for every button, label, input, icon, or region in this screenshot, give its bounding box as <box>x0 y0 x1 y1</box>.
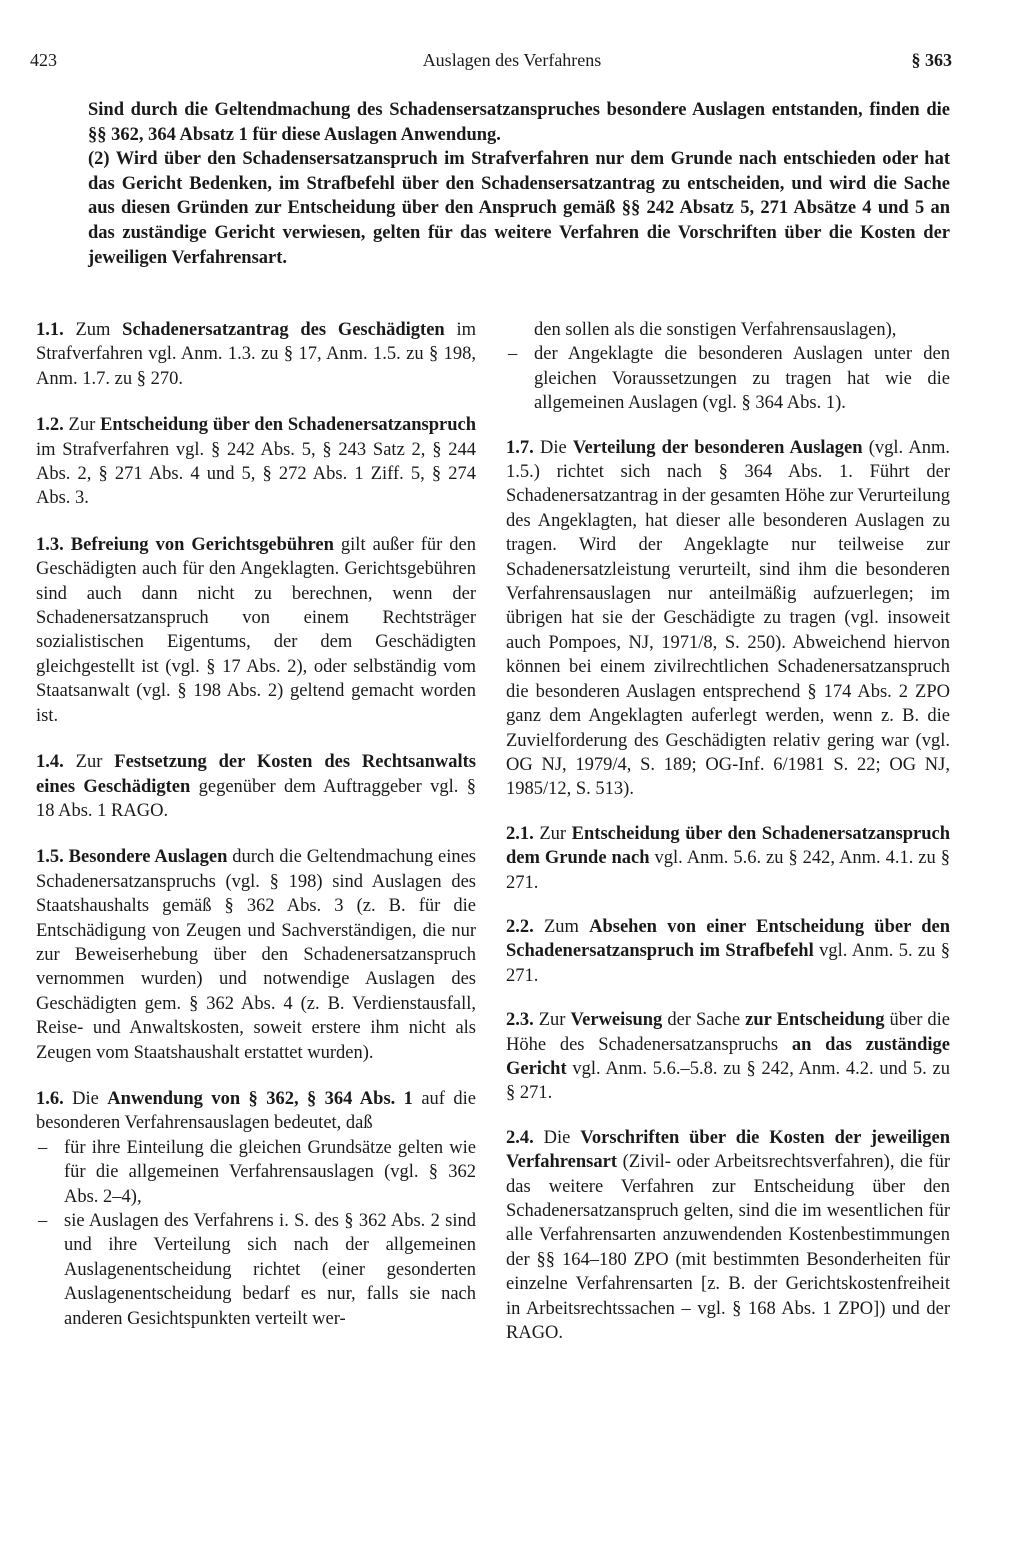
annotation-2-3 <box>506 1008 950 1106</box>
annotation-keyword: Entscheidung über den Schadenersatzanspruch dem Grunde nach <box>506 823 950 869</box>
annotation-number: 1.6. <box>36 1088 64 1109</box>
annotation-keyword: Verteilung der besonderen Auslagen <box>572 437 863 458</box>
annotation-1-5 <box>36 845 476 1065</box>
annotation-text: Zur <box>63 415 101 436</box>
section-number: § 363 <box>911 50 952 70</box>
annotation-text: (Zivil- oder Arbeitsrechtsverfahren), die für das weitere Verfahren zur Entscheidung über den Schadenersatzanspruch gelten, sind die im wesentlichen für alle Verfahrensarten anzuwendenden Kostenbestimmungen der §§ 164–180 ZPO (mit bestimmten Besonderheiten für einzelne Verfahrensarten [z. B. der Gerichtskostenfreiheit in Arbeitsrechtssachen – vgl. § 168 Abs. 1 ZPO]) und der RAGO. <box>506 1152 950 1344</box>
annotation-text: gilt außer für den Geschädigten auch für den Angeklagten. Gerichtsgebühren sind auch dann nicht zu berechnen, wenn der Schadenersatzanspruch von einem Rechtsträger sozialistischen Eigentums, der dem Geschädigten gleichgestellt ist (vgl. § 17 Abs. 2), oder selbständig vom Staatsanwalt (vgl. § 198 Abs. 2) geltend gemacht worden ist. <box>36 534 476 726</box>
annotation-1-6 <box>36 1087 476 1136</box>
annotation-text: Zur <box>533 1010 571 1031</box>
page-number: 423 <box>30 50 57 70</box>
annotation-number: 1.5. <box>36 847 64 868</box>
annotation-text: Zur <box>63 752 115 773</box>
annotation-number: 1.7. <box>506 437 534 458</box>
annotation-keyword: zur Entscheidung <box>745 1010 885 1031</box>
annotation-text: Zum <box>63 320 123 340</box>
statute-paragraph-1: Sind durch die Geltendmachung des Schadensersatzanspruches besondere Auslagen entstanden, finden die §§ 362, 364 Absatz 1 für diese Auslagen Anwendung. <box>88 100 950 145</box>
annotation-text: durch die Geltendmachung eines Schadenersatzanspruchs (vgl. § 198) sind Auslagen des Staatshaushalts gemäß § 362 Abs. 3 (z. B. für die Entschädigung von Zeugen und Sachverständigen, die nur zur Beweiserhebung über den Schadenersatzanspruch vernommen wurden) und notwendige Auslagen des Geschädigten gem. § 362 Abs. 4 (z. B. Verdienstausfall, Reise- und Anwaltskosten, soweit erstere ihm nicht als Zeugen vom Staatshaushalt erstattet wurden). <box>36 847 477 1063</box>
annotation-text: Zur <box>533 823 572 844</box>
list-item: – für ihre Einteilung die gleichen Grundsätze gelten wie für die allgemeinen Verfahrensauslagen (vgl. § 362 Abs. 2–4), <box>36 1136 476 1209</box>
annotation-1-1 <box>36 318 476 391</box>
annotation-number: 2.2. <box>506 916 534 937</box>
annotation-2-1 <box>506 822 950 895</box>
left-column <box>36 318 476 1353</box>
annotation-keyword: Vorschriften über die Kosten der jeweiligen Verfahrensart <box>506 1127 950 1173</box>
annotation-number: 1.1. <box>36 320 64 340</box>
annotation-text: über die Höhe des Schadenersatzanspruchs <box>506 1010 950 1055</box>
annotation-number: 1.3. <box>36 534 64 555</box>
dash-list <box>36 1136 476 1331</box>
annotation-number: 2.3. <box>506 1010 534 1031</box>
annotation-text: im Strafverfahren vgl. § 242 Abs. 5, § 243 Satz 2, § 244 Abs. 2, § 271 Abs. 4 und 5, § 272 Abs. 1 Ziff. 5, § 274 Abs. 3. <box>36 439 476 509</box>
annotation-text: Die <box>63 1088 108 1109</box>
annotation-text: vgl. Anm. 5. zu § 271. <box>506 941 950 986</box>
annotation-text: im Strafverfahren vgl. Anm. 1.3. zu § 17, Anm. 1.5. zu § 198, Anm. 1.7. zu § 270. <box>36 320 476 389</box>
annotation-1-2 <box>36 413 476 511</box>
list-item: – der Angeklagte die besonderen Auslagen unter den gleichen Voraussetzungen zu tragen hat wie die allgemeinen Auslagen (vgl. § 364 Abs. 1). <box>506 342 950 415</box>
annotation-text: der Sache <box>662 1010 746 1031</box>
annotation-text: Die <box>533 1127 581 1148</box>
annotation-keyword: Absehen von einer Entscheidung über den Schadenersatzanspruch im Strafbefehl <box>506 916 950 962</box>
statute-text <box>88 98 950 270</box>
annotation-text: auf die besonderen Verfahrensauslagen bedeutet, daß <box>36 1088 476 1134</box>
annotation-text: Zum <box>533 916 590 937</box>
annotation-keyword: Besondere Auslagen <box>68 847 228 868</box>
annotation-number: 1.4. <box>36 752 64 773</box>
annotation-text: vgl. Anm. 5.6. zu § 242, Anm. 4.1. zu § 271. <box>506 848 950 893</box>
dash-list <box>506 342 950 415</box>
annotation-text: vgl. Anm. 5.6.–5.8. zu § 242, Anm. 4.2. und 5. zu § 271. <box>506 1058 950 1104</box>
annotation-1-3 <box>36 533 476 728</box>
list-item: – sie Auslagen des Verfahrens i. S. des § 362 Abs. 2 sind und ihre Verteilung sich nach der allgemeinen Auslagenentscheidung richtet (einer gesonderten Auslagenentscheidung bedarf es nur, falls sie nach anderen Gesichtspunkten verteilt wer- <box>36 1209 476 1331</box>
annotation-keyword: Entscheidung über den Schadenersatzanspruch <box>100 415 476 436</box>
annotation-keyword: Schadenersatzantrag des Geschädigten <box>122 320 445 340</box>
annotation-1-7 <box>506 436 950 802</box>
annotation-keyword: Festsetzung der Kosten des Rechtsanwalts eines Geschädigten <box>36 752 476 797</box>
statute-paragraph-2: (2) Wird über den Schadensersatzanspruch im Strafverfahren nur dem Grunde nach entschieden oder hat das Gericht Bedenken, im Strafbefehl über den Schadensersatzantrag zu entscheiden, und wird die Sache aus diesen Gründen zur Entscheidung über den Anspruch gemäß §§ 242 Absatz 5, 271 Absätze 4 und 5 an das zuständige Gericht verwiesen, gelten für das weitere Verfahren die Vorschriften über die Kosten der jeweiligen Verfahrensart. <box>88 149 950 268</box>
annotation-keyword: Verweisung <box>570 1010 663 1031</box>
annotation-keyword: Befreiung von Gerichtsgebühren <box>70 534 334 555</box>
annotation-keyword: Anwendung von § 362, § 364 Abs. 1 <box>107 1088 413 1109</box>
running-title: Auslagen des Verfahrens <box>422 50 602 70</box>
annotation-text <box>64 535 71 555</box>
annotation-keyword: an das zuständige Gericht <box>506 1034 950 1079</box>
annotation-1-4 <box>36 750 476 823</box>
annotation-text: Die <box>533 437 573 458</box>
annotation-2-4 <box>506 1126 950 1346</box>
continuation-text: den sollen als die sonstigen Verfahrensauslagen), <box>534 320 897 340</box>
annotation-2-2 <box>506 915 950 988</box>
annotation-number: 2.1. <box>506 823 534 844</box>
annotation-number: 2.4. <box>506 1127 534 1148</box>
right-column <box>506 318 950 1365</box>
annotation-text: (vgl. Anm. 1.5.) richtet sich nach § 364 Abs. 1. Führt der Schadenersatzantrag in der gesamten Höhe zur Verurteilung des Angeklagten, hat dieser alle besonderen Auslagen zu tragen. Wird der Angeklagte nur teilweise zur Schadenersatzleistung verurteilt, sind ihm die besonderen Verfahrensauslagen nur anteilmäßig aufzuerlegen; im übrigen hat sie der Geschädigte zu tragen (vgl. insoweit auch Pompoes, NJ, 1971/8, S. 250). Abweichend hiervon können bei einem zivilrechtlichen Schadenersatzanspruch die besonderen Auslagen entsprechend § 174 Abs. 2 ZPO ganz dem Angeklagten auferlegt werden, wenn z. B. die Zuvielforderung des Geschädigten relativ gering war (vgl. OG NJ, 1979/4, S. 189; OG-Inf. 6/1981 S. 22; OG NJ, 1985/12, S. 513). <box>506 437 950 800</box>
annotation-number: 1.2. <box>36 415 64 436</box>
annotation-text: gegenüber dem Auftraggeber vgl. § 18 Abs. 1 RAGO. <box>36 776 476 821</box>
